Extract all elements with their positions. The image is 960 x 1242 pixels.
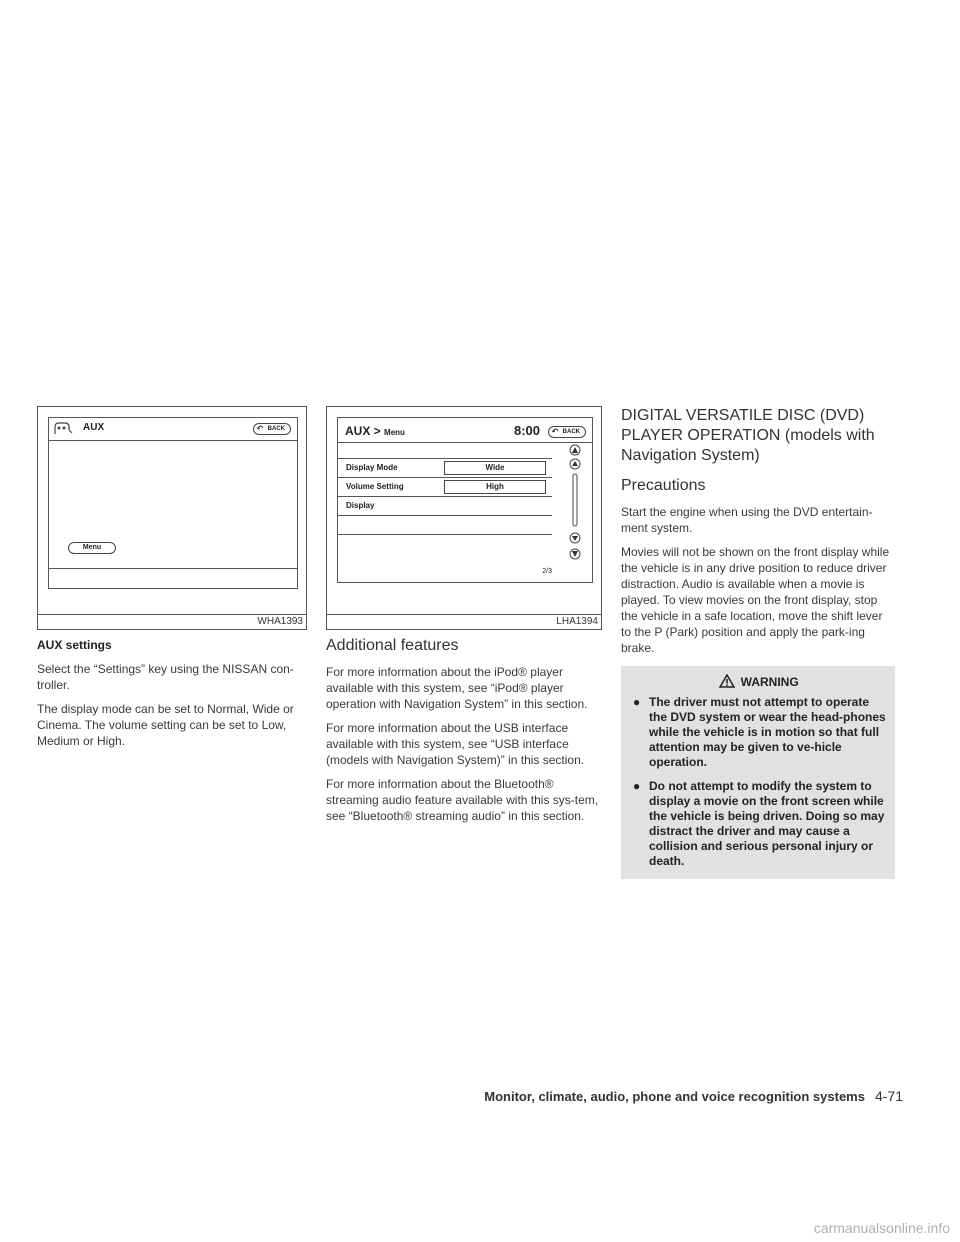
bullet-icon: ●	[633, 695, 641, 709]
back-button-label: BACK	[562, 429, 580, 435]
figure-aux-menu-screen	[326, 406, 602, 630]
paragraph: Select the “Settings” key using the NISSAN con-troller.	[37, 662, 294, 692]
settings-row-volume-setting[interactable]	[338, 477, 552, 496]
column-right	[621, 406, 895, 879]
column-left	[37, 406, 307, 757]
scroll-down-icon[interactable]	[570, 533, 580, 543]
warning-title-text: WARNING	[740, 675, 799, 689]
aux-screen	[48, 417, 298, 589]
settings-row-label: Display	[346, 501, 375, 510]
warning-item	[631, 779, 887, 869]
column-middle	[326, 406, 602, 832]
footer-section-title: Monitor, climate, audio, phone and voice recognition systems	[484, 1089, 865, 1104]
back-arrow-icon: ↶	[551, 427, 559, 436]
paragraph: For more information about the iPod® player available with this system, see “iPod® player operation with Navigation System” in this section.	[326, 665, 588, 711]
watermark: carmanualsonline.info	[813, 1220, 950, 1236]
warning-item-text: Do not attempt to modify the system to display a movie on the front screen while the vehicle is being driven. Doing so may distract the driver and may cause a collision and serious personal injury or death.	[649, 779, 885, 868]
page-footer	[484, 1088, 903, 1104]
settings-list	[338, 458, 552, 535]
paragraph: For more information about the USB interface available with this system, see “USB interface (models with Navigation System)” in this section.	[326, 721, 585, 767]
settings-row-label: Volume Setting	[346, 482, 404, 491]
aux-settings-heading: AUX settings	[37, 638, 112, 652]
aux-menu-title	[345, 424, 405, 438]
warning-box	[621, 666, 895, 879]
scroll-up-icon[interactable]	[570, 459, 580, 469]
additional-features-heading: Additional features	[326, 637, 459, 654]
aux-source-icon	[53, 421, 73, 436]
warning-item-text: The driver must not attempt to operate the DVD system or wear the head-phones while the vehicle is in motion so that full attention may be given to ve-hicle operation.	[649, 695, 886, 769]
precautions-heading: Precautions	[621, 477, 706, 494]
page-number: 4-71	[874, 1088, 903, 1104]
clock-time: 8:00	[513, 423, 540, 438]
paragraph: Start the engine when using the DVD entertain-ment system.	[621, 505, 873, 535]
back-button-label: BACK	[267, 426, 285, 432]
bullet-icon: ●	[633, 779, 641, 793]
back-button[interactable]	[253, 423, 291, 435]
settings-row-value[interactable]: High	[444, 480, 546, 494]
page-indicator: 2/3	[542, 568, 552, 575]
scrollbar[interactable]	[564, 444, 586, 564]
warning-icon	[719, 674, 735, 688]
scroll-bottom-icon[interactable]	[570, 549, 580, 559]
paragraph: Movies will not be shown on the front display while the vehicle is in any drive position to reduce driver distraction. Audio is available when a movie is played. To view movies on the front display, stop the vehicle in a safe location, move the shift lever to the P (Park) position and apply the park-ing brake.	[621, 545, 890, 655]
paragraph: For more information about the Bluetooth® streaming audio feature available with this sys-tem, see “Bluetooth® streaming audio” in this section.	[326, 777, 599, 823]
aux-menu-header	[338, 418, 592, 443]
paragraph: The display mode can be set to Normal, Wide or Cinema. The volume setting can be set to Low, Medium or High.	[37, 702, 294, 748]
back-arrow-icon: ↶	[256, 424, 264, 433]
settings-row-display-mode[interactable]	[338, 458, 552, 477]
settings-row-label: Display Mode	[346, 463, 398, 472]
aux-menu-title-sub: Menu	[384, 428, 405, 437]
menu-button[interactable]: Menu	[68, 542, 116, 554]
aux-screen-title: AUX	[83, 422, 105, 433]
aux-menu-screen	[337, 417, 593, 583]
screen-divider	[49, 568, 297, 569]
warning-title	[631, 674, 887, 689]
settings-row-value[interactable]: Wide	[444, 461, 546, 475]
scroll-top-icon[interactable]	[570, 445, 580, 455]
figure-caption: WHA1393	[38, 614, 306, 629]
settings-row-empty	[338, 515, 552, 535]
back-button[interactable]	[548, 426, 586, 438]
figure-caption: LHA1394	[327, 614, 601, 629]
figure-aux-screen	[37, 406, 307, 630]
aux-screen-header	[49, 418, 297, 441]
warning-item	[631, 695, 887, 770]
dvd-section-heading: DIGITAL VERSATILE DISC (DVD) PLAYER OPERATION (models with Navigation System)	[621, 407, 875, 464]
settings-row-display[interactable]	[338, 496, 552, 515]
aux-menu-title-main: AUX >	[345, 424, 381, 438]
scroll-track[interactable]	[573, 474, 577, 526]
